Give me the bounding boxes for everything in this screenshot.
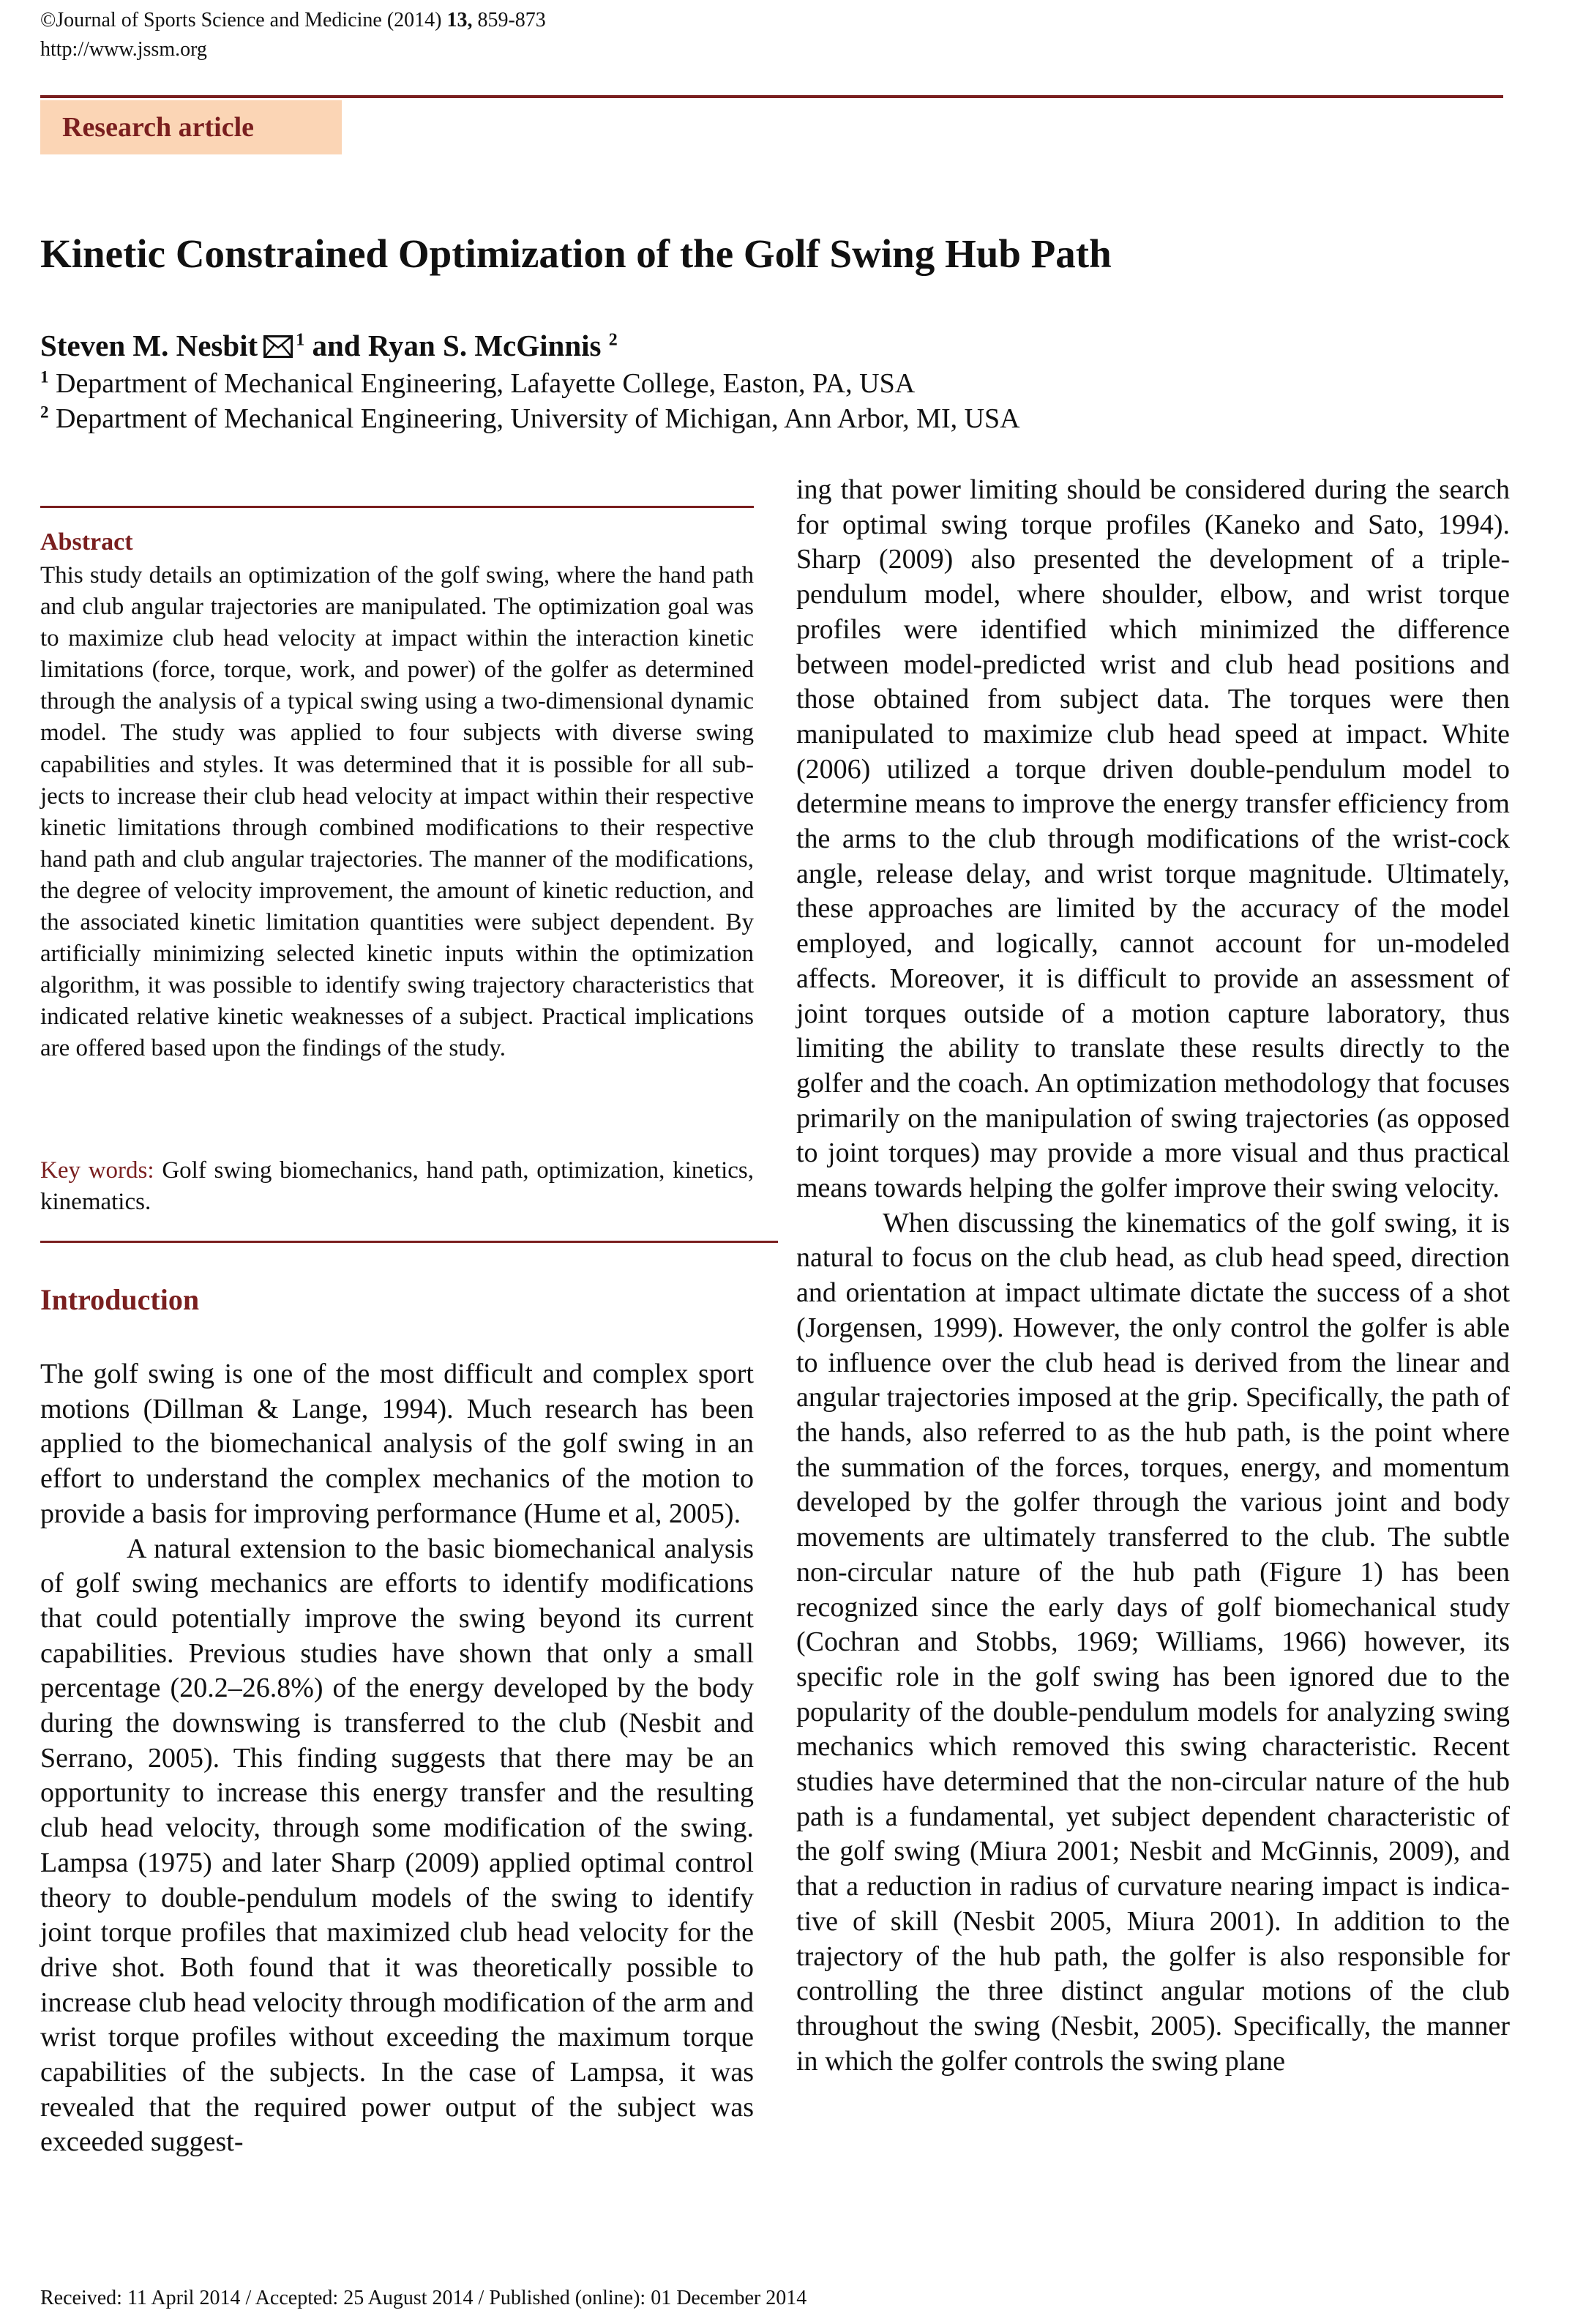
journal-url[interactable]: http://www.jssm.org [40, 38, 207, 61]
journal-citation: ©Journal of Sports Science and Medicine (2014) 13, 859-873 [40, 9, 546, 31]
article-type-tag: Research article [40, 100, 342, 154]
paragraph: When discussing the kinematics of the golf swing, it is natural to focus on the club head, as club head speed, direction and orientation at impact ultimate dictate the success of a shot (Jorgensen, 1999). However, the only control the golfer is able to influence over the club head is derived from the linear and angular trajectories imposed at the grip. Specifically, the path of the hands, also referred to as the hub path, is the point where the summation of the forces, torques, energy, and momentum developed by the golfer through the various joint and body movements are ultimately transferred to the club. The subtle non-circular nature of the hub path (Figure 1) has been recognized since the early days of golf biomechanical study (Cochran and Stobbs, 1969; Williams, 1966) however, its specific role in the golf swing has been ignored due to the popularity of the double-pendulum models for analyzing swing mechanics which removed this swing characteristic. Recent studies have determined that the non-circular nature of the hub path is a fundamental, yet subject dependent characteristic of the golf swing (Miura 2001; Nesbit and McGinnis, 2009), and that a reduction in radius of curvature nearing impact is indicative of skill (Nesbit 2005, Miura 2001). In addition to the trajectory of the hub path, the golfer is also responsible for controlling the three distinct angular motions of the club throughout the swing (Nesbit, 2005). Specifically, the manner in which the golfer controls the swing plane [796, 1207, 1510, 2077]
abstract-heading: Abstract [40, 528, 133, 556]
keywords: Key words: Golf swing biomechanics, hand path, optimization, kinetics, kinematics. [40, 1157, 754, 1215]
envelope-icon[interactable] [263, 335, 293, 358]
article-title: Kinetic Constrained Optimization of the Golf Swing Hub Path [40, 231, 1112, 276]
paragraph: The golf swing is one of the most difficult and complex sport motions (Dillman & Lange, 1994). Much research has been applied to the biomechanical analysis of the golf swing in an effort to understand the complex mechanics of the motion to provide a basis for improving performance (Hume et al, 2005). [40, 1359, 754, 1529]
abstract-top-rule [40, 506, 754, 508]
affiliation-1: $^1$ Department of Mechanical Engineering, Lafayette College, Easton, PA, USA [40, 367, 916, 399]
author-1: Steven M. Nesbit [40, 329, 258, 362]
header-rule [40, 95, 1503, 98]
left-column [40, 1357, 754, 2160]
publication-dates: Received: 11 April 2014 / Accepted: 25 August 2014 / Published (online): 01 December 2014 [40, 2287, 807, 2309]
right-column [796, 473, 1510, 2079]
abstract-text: This study details an optimization of the golf swing, where the hand path and club angular trajectories are manipulated. The optimization goal was to maximize club head velocity at impact within the interaction kinetic limitations (force, torque, work, and power) of the golfer as determined through the analysis of a typical swing using a two-dimensional dynamic model. The study was applied to four subjects with diverse swing capabilities and styles. It was determined that it is possible for all subjects to increase their club head velocity at impact within their respective kinetic limitations through combined modifications to their respective hand path and club angular trajectories. The manner of the modifications, the degree of velocity improvement, the amount of kinetic reduction, and the associated kinetic limitation quantities were subject dependent. By artificially minimizing selected kinetic inputs within the optimization algorithm, it was possible to identify swing trajectory characteristics that indicated relative kinetic weaknesses of a subject. Practical implications are offered based upon the findings of the study. [40, 562, 754, 1062]
paragraph: A natural extension to the basic biomechanical analysis of golf swing mechanics are efforts to identify modifications that could potentially improve the swing beyond its current capabilities. Previous studies have shown that only a small percentage (20.2–26.8%) of the energy developed by the body during the downswing is transferred to the club (Nesbit and Serrano, 2005). This finding suggests that there may be an opportunity to increase this energy transfer and the resulting club head velocity, through some modification of the swing. Lampsa (1975) and later Sharp (2009) applied optimal control theory to double-pendulum models of the swing to identify joint torque profiles that maximized club head velocity for the drive shot. Both found that it was theoretically possible to increase club head velocity through modification of the arm and wrist torque profiles without exceeding the maximum torque capabilities of the subjects. In the case of Lampsa, it was revealed that the required power output of the subject was exceeded suggest- [40, 1533, 754, 2158]
paragraph: ing that power limiting should be considered during the search for optimal swing torque profiles (Kaneko and Sato, 1994). Sharp (2009) also presented the development of a triple-pendulum model, where shoulder, elbow, and wrist torque profiles were identified which minimized the difference between model-predicted wrist and club head positions and those obtained from subject data. The torques were then manipulated to maximize club head speed at impact. White (2006) utilized a torque driven double-pendulum model to determine means to improve the energy transfer efficiency from the arms to the club through modifications of the wrist-cock angle, release delay, and wrist torque magnitude. Ultimately, these approaches are limited by the accuracy of the model employed, and logically, cannot account for un-modeled affects. Moreover, it is difficult to provide an assessment of joint torques outside of a motion capture laboratory, thus limiting the ability to translate these results directly to the golfer and the coach. An optimization methodology that focuses primarily on the manipulation of swing trajectories (as opposed to joint torques) may provide a more visual and thus practical means towards helping the golfer improve their swing velocity. [796, 474, 1510, 1204]
affiliation-2: $^2$ Department of Mechanical Engineering, University of Michigan, Ann Arbor, MI, USA [40, 403, 1020, 434]
introduction-heading: Introduction [40, 1283, 200, 1316]
author-list: Steven M. Nesbit $^1$ and Ryan S. McGinnis $^2$ [40, 329, 618, 362]
abstract-bottom-rule [40, 1241, 778, 1243]
